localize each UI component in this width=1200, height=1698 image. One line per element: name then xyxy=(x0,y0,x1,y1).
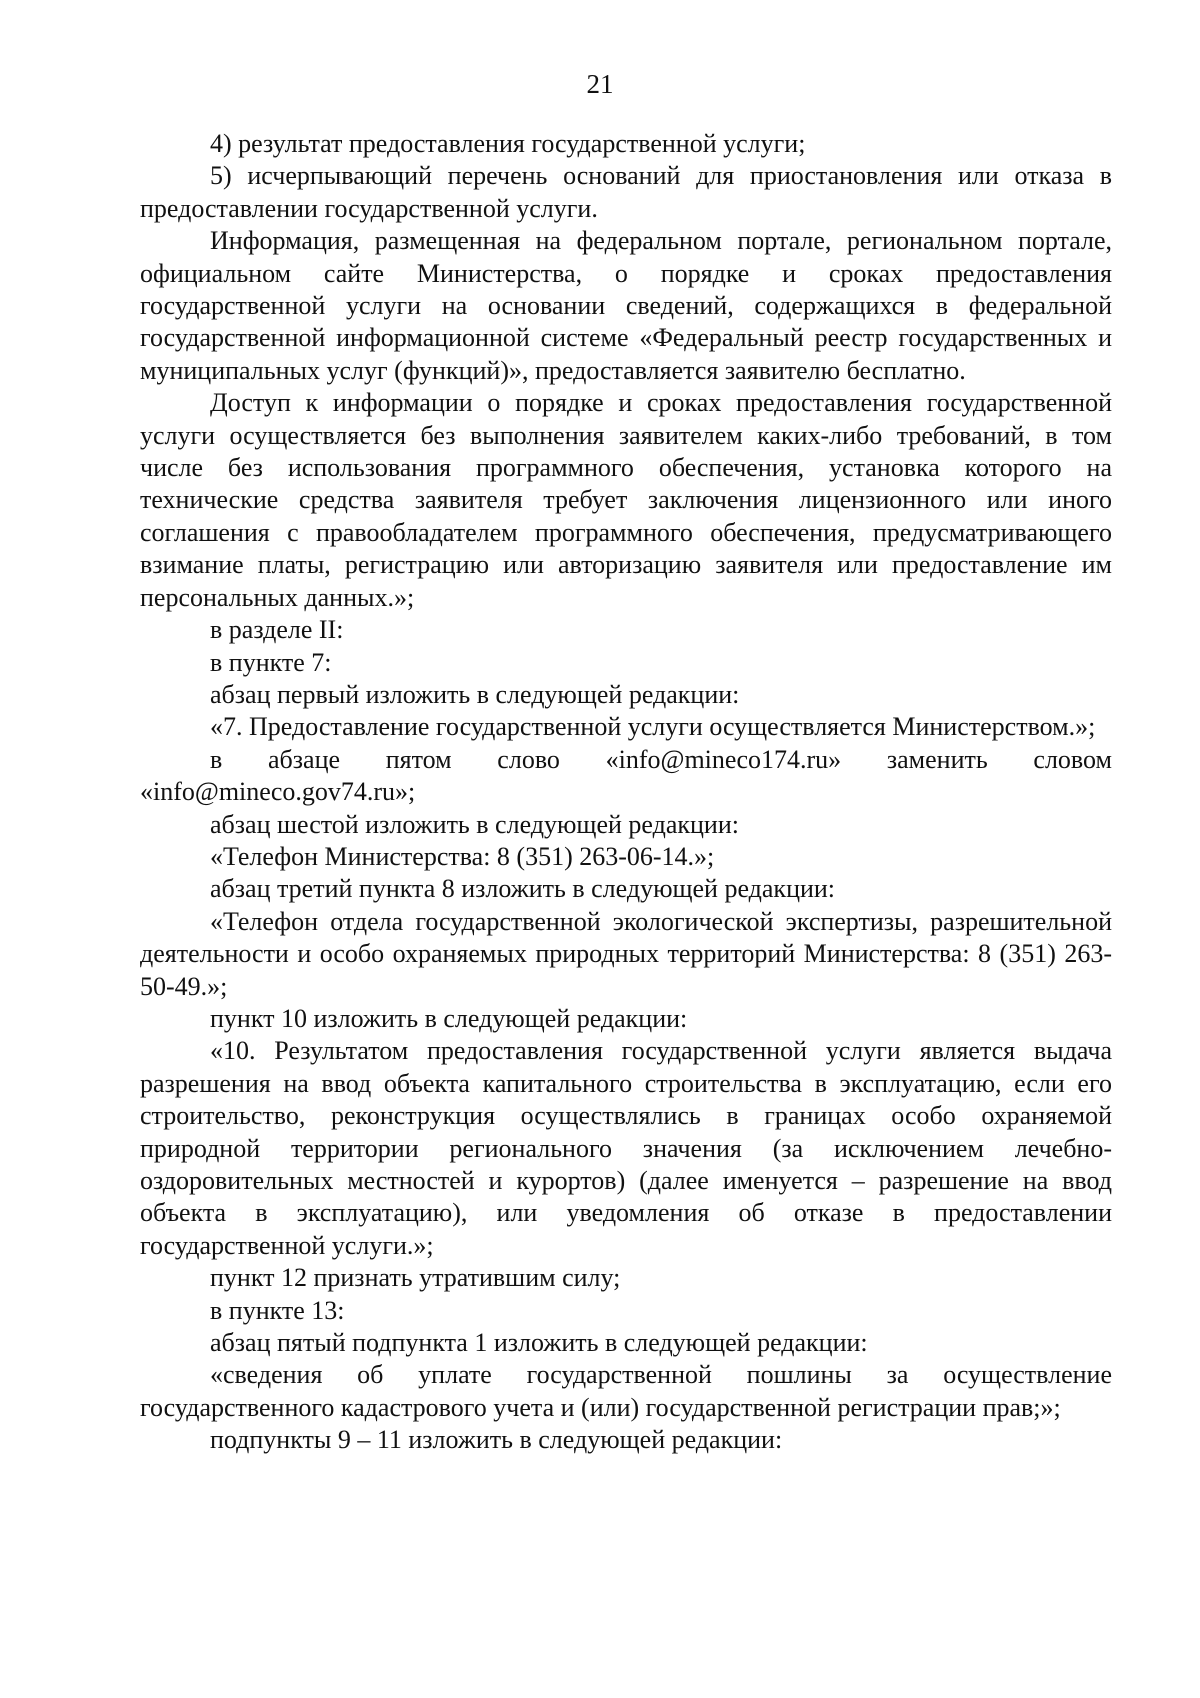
document-body xyxy=(140,128,1112,1457)
paragraph-access-information: Доступ к информации о порядке и сроках предоставления государственной услуги осуществляется без выполнения заявителем каких-либо требований, в том числе без использования программного обеспечения, установка которого на технические средства заявителя требует заключения лицензионного или иного соглашения с правообладателем программного обеспечения, предусматривающего взимание платы, регистрацию или авторизацию заявителя или предоставление им персональных данных.»; xyxy=(140,388,1112,612)
paragraph-point-7-text: «7. Предоставление государственной услуги осуществляется Министерством.»; xyxy=(210,712,1096,742)
paragraph-state-duty: «сведения об уплате государственной пошлины за осуществление государственного кадастрового учета и (или) государственной регистрации прав;»; xyxy=(140,1360,1112,1422)
paragraph-item-4: 4) результат предоставления государственной услуги; xyxy=(210,129,806,158)
paragraph-point-13: в пункте 13: xyxy=(210,1295,345,1325)
page-number: 21 xyxy=(586,69,614,99)
paragraph-item-5: 5) исчерпывающий перечень оснований для приостановления или отказа в предоставлении государственной услуги. xyxy=(140,161,1112,223)
paragraph-information-free: Информация, размещенная на федеральном портале, региональном портале, официальном сайте Министерства, о порядке и сроках предоставления государственной услуги на основании сведений, содержащихся в федеральной государственной информационной системе «Федеральный реестр государственных и муниципальных услуг (функций)», предоставляется заявителю бесплатно. xyxy=(140,226,1112,385)
paragraph-section-ii: в разделе II: xyxy=(210,615,344,645)
paragraph-sixth-abzac: абзац шестой изложить в следующей редакции: xyxy=(210,809,739,839)
paragraph-subpoints-9-11: подпункты 9 – 11 изложить в следующей редакции: xyxy=(210,1425,783,1455)
paragraph-first-abzac: абзац первый изложить в следующей редакции: xyxy=(210,679,740,709)
paragraph-fifth-abzac: абзац пятый подпункта 1 изложить в следующей редакции: xyxy=(210,1328,868,1358)
paragraph-point-7: в пункте 7: xyxy=(210,647,332,677)
paragraph-department-phone: «Телефон отдела государственной экологической экспертизы, разрешительной деятельности и особо охраняемых природных территорий Министерства: 8 (351) 263-50-49.»; xyxy=(140,906,1112,1001)
paragraph-point-10-text: «10. Результатом предоставления государственной услуги является выдача разрешения на ввод объекта капитального строительства в эксплуатацию, если его строительство, реконструкция осуществлялись в границах особо охраняемой природной территории регионального значения (за исключением лечебно-оздоровительных местностей и курортов) (далее именуется – разрешение на ввод объекта в эксплуатацию), или уведомления об отказе в предоставлении государственной услуги.»; xyxy=(140,1036,1112,1260)
paragraph-email-replace: в абзаце пятом слово «info@mineco174.ru» заменить словом «info@mineco.gov74.ru»; xyxy=(140,744,1112,807)
paragraph-point-10: пункт 10 изложить в следующей редакции: xyxy=(210,1003,688,1033)
paragraph-point-8-third: абзац третий пункта 8 изложить в следующей редакции: xyxy=(210,874,836,904)
paragraph-ministry-phone: «Телефон Министерства: 8 (351) 263-06-14.»; xyxy=(210,841,715,871)
paragraph-point-12: пункт 12 признать утратившим силу; xyxy=(210,1263,621,1293)
